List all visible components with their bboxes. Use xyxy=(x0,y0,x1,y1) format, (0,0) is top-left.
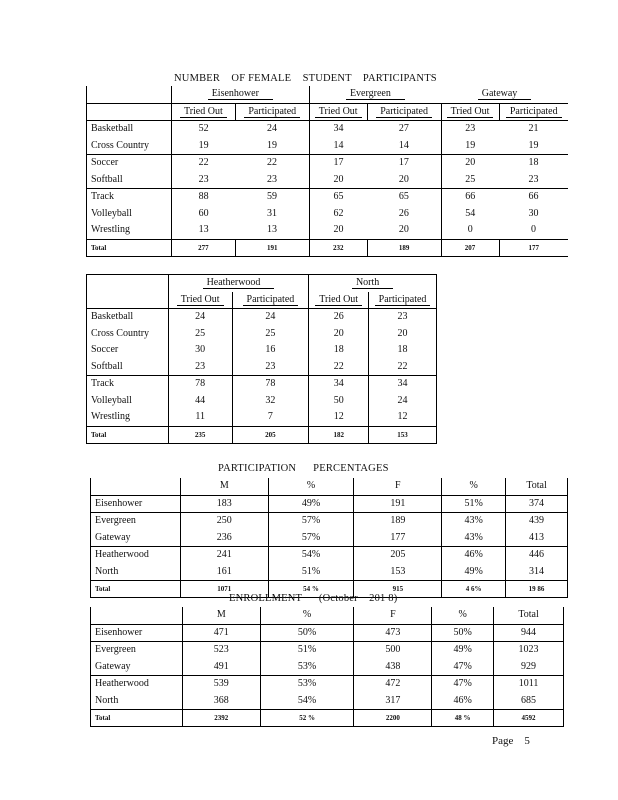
table-row xyxy=(91,564,568,581)
total-label: Total xyxy=(87,239,172,256)
table-cell: 31 xyxy=(267,207,278,219)
table-row xyxy=(87,393,437,410)
sport-label: Wrestling xyxy=(87,222,172,239)
table-cell: 24 xyxy=(369,393,437,410)
table-cell: 78 xyxy=(168,376,232,393)
table-cell: 929 xyxy=(494,659,564,676)
table-cell: 191 xyxy=(354,495,442,513)
table-cell: 22 xyxy=(235,155,309,172)
table-cell: 34 xyxy=(309,376,369,393)
table-cell: 88 xyxy=(171,189,235,206)
table-cell: 944 xyxy=(494,624,564,642)
total-cell: 4 6% xyxy=(442,581,506,598)
table-row xyxy=(87,359,437,376)
table-cell: 250 xyxy=(180,513,268,530)
table-cell: 43% xyxy=(442,530,506,547)
school-label: Eisenhower xyxy=(91,624,183,642)
table-row xyxy=(87,222,569,239)
table-cell: 23 xyxy=(232,359,309,376)
table-cell: 51% xyxy=(260,642,354,659)
total-cell: 153 xyxy=(369,426,437,443)
total-cell: 182 xyxy=(309,426,369,443)
table-cell: 66 xyxy=(441,189,499,206)
school-header-eisenhower: Eisenhower xyxy=(171,86,309,103)
table-cell: 183 xyxy=(180,495,268,513)
table-cell: 49% xyxy=(268,495,354,513)
table-cell: 20 xyxy=(309,222,367,239)
column-header: F xyxy=(354,478,442,495)
table-cell: 23 xyxy=(369,309,437,326)
table-row xyxy=(91,676,564,693)
tried-out-header: Tried Out xyxy=(309,292,369,309)
table-cell: 7 xyxy=(232,409,309,426)
school-label: Gateway xyxy=(91,530,181,547)
table-cell: 17 xyxy=(367,155,441,172)
column-header: Total xyxy=(506,478,568,495)
table-cell: 14 xyxy=(398,139,409,151)
table-cell: 17 xyxy=(309,155,367,172)
table-cell: 20 xyxy=(398,173,409,185)
table-cell: 65 xyxy=(309,189,367,206)
table-cell: 20 xyxy=(398,224,409,236)
table-cell: 241 xyxy=(180,547,268,564)
table-cell: 20 xyxy=(309,172,367,189)
participants-title: NUMBER OF FEMALE STUDENT PARTICIPANTS xyxy=(174,73,437,84)
participated-header: Participated xyxy=(367,103,441,121)
table-cell: 500 xyxy=(354,642,432,659)
sport-label: Cross Country xyxy=(87,326,169,343)
table-row xyxy=(87,409,437,426)
total-cell: 189 xyxy=(367,239,441,256)
tried-out-header: Tried Out xyxy=(171,103,235,121)
table-cell: 66 xyxy=(499,189,568,206)
table-row xyxy=(91,642,564,659)
total-cell: 915 xyxy=(354,581,442,598)
table-row xyxy=(87,121,569,138)
sport-label: Basketball xyxy=(87,121,172,138)
table-cell: 46% xyxy=(432,693,494,710)
table-row xyxy=(91,693,564,710)
table-cell: 24 xyxy=(232,309,309,326)
column-header: % xyxy=(432,607,494,624)
table-cell: 54 xyxy=(441,206,499,223)
table-cell: 317 xyxy=(354,693,432,710)
table-cell: 314 xyxy=(506,564,568,581)
table-cell: 23 xyxy=(528,173,539,185)
table-cell: 368 xyxy=(182,693,260,710)
table-cell: 11 xyxy=(168,409,232,426)
table-cell: 13 xyxy=(267,224,278,236)
table-cell: 20 xyxy=(369,326,437,343)
total-cell: 48 % xyxy=(432,710,494,727)
table-cell: 0 xyxy=(441,222,499,239)
table-cell: 57% xyxy=(268,513,354,530)
table-cell: 471 xyxy=(182,624,260,642)
table-cell: 62 xyxy=(309,206,367,223)
table-cell: 438 xyxy=(354,659,432,676)
table-cell: 50% xyxy=(260,624,354,642)
table-row xyxy=(87,172,569,189)
column-header: F xyxy=(354,607,432,624)
table-cell: 23 xyxy=(168,359,232,376)
table-cell: 0 xyxy=(531,224,536,236)
table-cell: 153 xyxy=(354,564,442,581)
table-cell: 13 xyxy=(171,222,235,239)
total-cell: 52 % xyxy=(260,710,354,727)
table-cell: 43% xyxy=(442,513,506,530)
table-cell: 19 xyxy=(441,138,499,155)
total-label: Total xyxy=(87,426,169,443)
school-label: Evergreen xyxy=(91,513,181,530)
table-cell: 14 xyxy=(309,138,367,155)
table-row xyxy=(87,309,437,326)
school-header-heatherwood: Heatherwood xyxy=(168,275,309,292)
tried-out-header: Tried Out xyxy=(441,103,499,121)
table-cell: 51% xyxy=(268,564,354,581)
table-cell: 49% xyxy=(432,642,494,659)
table-row xyxy=(87,206,569,223)
sport-label: Softball xyxy=(87,359,169,376)
table-cell: 205 xyxy=(354,547,442,564)
school-label: Heatherwood xyxy=(91,547,181,564)
corner-cell xyxy=(91,607,183,624)
table-cell: 46% xyxy=(442,547,506,564)
table-cell: 34 xyxy=(309,121,367,138)
total-row xyxy=(87,239,569,256)
table-cell: 65 xyxy=(367,189,441,206)
table-row xyxy=(91,495,568,513)
table-cell: 19 xyxy=(267,139,278,151)
table-cell: 23 xyxy=(441,121,499,138)
table-cell: 22 xyxy=(369,359,437,376)
table-cell: 25 xyxy=(232,326,309,343)
tried-out-header: Tried Out xyxy=(168,292,232,309)
table-cell: 539 xyxy=(182,676,260,693)
school-header-north: North xyxy=(309,275,437,292)
table-cell: 20 xyxy=(441,155,499,172)
sport-label: Volleyball xyxy=(87,393,169,410)
school-label: Eisenhower xyxy=(91,495,181,513)
table-cell: 30 xyxy=(168,342,232,359)
table-cell: 53% xyxy=(260,676,354,693)
total-cell: 235 xyxy=(168,426,232,443)
school-header-gateway: Gateway xyxy=(441,86,568,103)
table-cell: 60 xyxy=(171,206,235,223)
table-row xyxy=(87,342,437,359)
table-row xyxy=(91,513,568,530)
table-cell: 25 xyxy=(168,326,232,343)
column-header: % xyxy=(260,607,354,624)
table-cell: 189 xyxy=(354,513,442,530)
total-row xyxy=(91,710,564,727)
total-cell: 4592 xyxy=(494,710,564,727)
table-cell: 491 xyxy=(182,659,260,676)
table-cell: 161 xyxy=(180,564,268,581)
header-row xyxy=(91,478,568,495)
table-cell: 177 xyxy=(354,530,442,547)
table-cell: 24 xyxy=(235,121,309,138)
total-cell: 19 86 xyxy=(506,581,568,598)
table-cell: 57% xyxy=(268,530,354,547)
table-cell: 49% xyxy=(442,564,506,581)
column-header: M xyxy=(180,478,268,495)
total-cell: 54 % xyxy=(268,581,354,598)
school-label: Heatherwood xyxy=(91,676,183,693)
table-cell: 47% xyxy=(432,676,494,693)
table-cell: 22 xyxy=(309,359,369,376)
table-cell: 473 xyxy=(354,624,432,642)
table-cell: 19 xyxy=(171,138,235,155)
table-cell: 22 xyxy=(171,155,235,172)
participated-header: Participated xyxy=(235,103,309,121)
table-cell: 236 xyxy=(180,530,268,547)
participated-header: Participated xyxy=(499,103,568,121)
column-header: % xyxy=(442,478,506,495)
total-row xyxy=(87,426,437,443)
total-cell: 2200 xyxy=(354,710,432,727)
table-cell: 51% xyxy=(442,495,506,513)
total-label: Total xyxy=(91,710,183,727)
sport-label: Soccer xyxy=(87,342,169,359)
percentages-title: PARTICIPATION PERCENTAGES xyxy=(218,463,389,474)
school-label: Evergreen xyxy=(91,642,183,659)
table-row xyxy=(87,155,569,172)
table-cell: 18 xyxy=(369,342,437,359)
table-cell: 12 xyxy=(369,409,437,426)
school-label: Gateway xyxy=(91,659,183,676)
table-cell: 25 xyxy=(441,172,499,189)
page-number: Page 5 xyxy=(492,735,530,747)
table-cell: 374 xyxy=(506,495,568,513)
column-header: Total xyxy=(494,607,564,624)
table-cell: 16 xyxy=(232,342,309,359)
total-cell: 191 xyxy=(235,239,309,256)
table-cell: 523 xyxy=(182,642,260,659)
table-cell: 18 xyxy=(309,342,369,359)
table-cell: 53% xyxy=(260,659,354,676)
table-cell: 1011 xyxy=(494,676,564,693)
sport-label: Soccer xyxy=(87,155,172,172)
table-cell: 413 xyxy=(506,530,568,547)
participants-table-1 xyxy=(86,86,568,257)
participants-table-2 xyxy=(86,274,437,444)
sport-label: Basketball xyxy=(87,309,169,326)
table-cell: 24 xyxy=(168,309,232,326)
sport-label: Volleyball xyxy=(87,206,172,223)
table-cell: 54% xyxy=(268,547,354,564)
table-cell: 446 xyxy=(506,547,568,564)
table-cell: 52 xyxy=(171,121,235,138)
total-cell: 177 xyxy=(499,239,568,256)
school-label: North xyxy=(91,564,181,581)
corner-cell xyxy=(91,478,181,495)
table-cell: 50 xyxy=(309,393,369,410)
enrollment-table xyxy=(90,607,564,727)
table-cell: 34 xyxy=(369,376,437,393)
table-cell: 26 xyxy=(398,207,409,219)
table-row xyxy=(87,189,569,206)
sport-label: Softball xyxy=(87,172,172,189)
enrollment-title: ENROLLMENT (October 201 8) xyxy=(229,593,398,604)
table-cell: 472 xyxy=(354,676,432,693)
sport-label: Wrestling xyxy=(87,409,169,426)
table-cell: 20 xyxy=(309,326,369,343)
school-label: North xyxy=(91,693,183,710)
sport-label: Track xyxy=(87,189,172,206)
total-cell: 205 xyxy=(232,426,309,443)
percentages-table xyxy=(90,478,568,598)
table-cell: 26 xyxy=(309,309,369,326)
school-header-evergreen: Evergreen xyxy=(309,86,441,103)
table-row xyxy=(87,326,437,343)
total-cell: 232 xyxy=(309,239,367,256)
table-cell: 59 xyxy=(235,189,309,206)
participated-header: Participated xyxy=(369,292,437,309)
table-cell: 44 xyxy=(168,393,232,410)
table-cell: 1023 xyxy=(494,642,564,659)
sport-label: Cross Country xyxy=(87,138,172,155)
table-cell: 47% xyxy=(432,659,494,676)
table-cell: 32 xyxy=(232,393,309,410)
column-header: M xyxy=(182,607,260,624)
tried-out-header: Tried Out xyxy=(309,103,367,121)
participated-header: Participated xyxy=(232,292,309,309)
table-cell: 685 xyxy=(494,693,564,710)
total-cell: 207 xyxy=(441,239,499,256)
table-cell: 78 xyxy=(232,376,309,393)
table-cell: 54% xyxy=(260,693,354,710)
table-row xyxy=(91,624,564,642)
table-row xyxy=(87,376,437,393)
table-cell: 439 xyxy=(506,513,568,530)
table-cell: 12 xyxy=(309,409,369,426)
table-cell: 27 xyxy=(367,121,441,138)
total-label: Total xyxy=(91,581,181,598)
table-row xyxy=(91,547,568,564)
total-cell: 2392 xyxy=(182,710,260,727)
table-cell: 50% xyxy=(432,624,494,642)
total-cell: 1071 xyxy=(180,581,268,598)
column-header: % xyxy=(268,478,354,495)
table-cell: 21 xyxy=(499,121,568,138)
table-cell: 23 xyxy=(171,172,235,189)
table-row xyxy=(87,138,569,155)
sport-label: Track xyxy=(87,376,169,393)
table-row xyxy=(91,530,568,547)
table-cell: 19 xyxy=(528,139,539,151)
table-row xyxy=(91,659,564,676)
table-cell: 30 xyxy=(528,207,539,219)
total-cell: 277 xyxy=(171,239,235,256)
header-row xyxy=(91,607,564,624)
table-cell: 18 xyxy=(499,155,568,172)
table-cell: 23 xyxy=(267,173,278,185)
